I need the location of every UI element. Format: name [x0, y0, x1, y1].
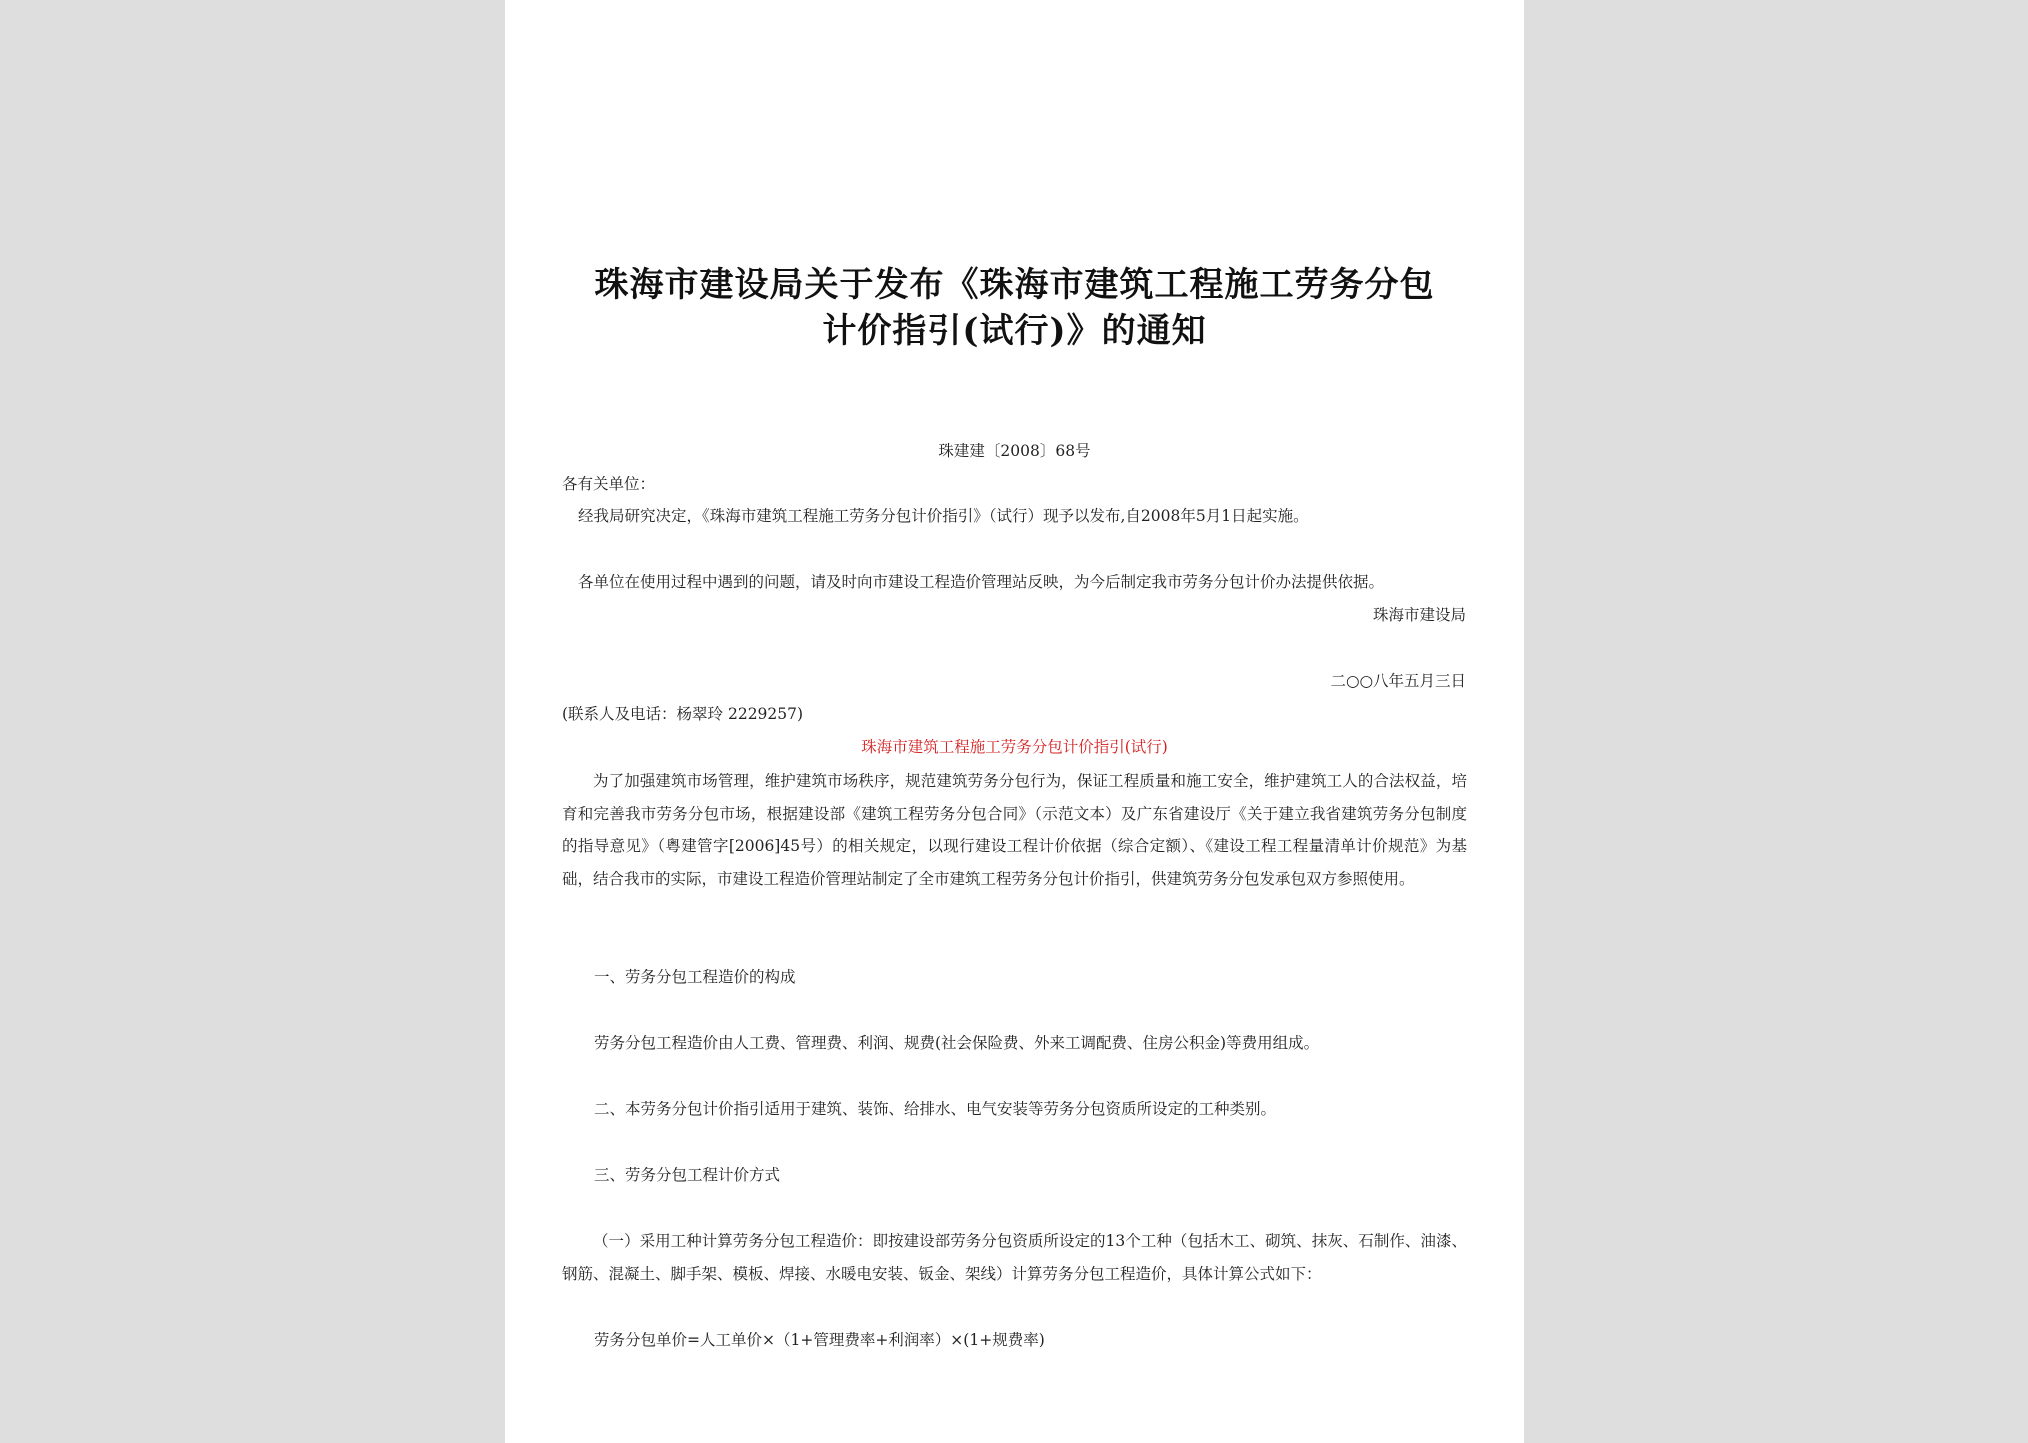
title-line-1: 珠海市建设局关于发布《珠海市建筑工程施工劳务分包: [594, 265, 1435, 305]
issuer-signature: 珠海市建设局: [1372, 606, 1466, 624]
title-line-2: 计价指引(试行)》的通知: [822, 311, 1207, 351]
section-1-text: 劳务分包工程造价由人工费、管理费、利润、规费(社会保险费、外来工调配费、住房公积金)等费用组成。: [594, 1034, 1320, 1052]
intro-paragraph: 为了加强建筑市场管理，维护建筑市场秩序，规范建筑劳务分包行为，保证工程质量和施工安全，维护建筑工人的合法权益，培育和完善我市劳务分包市场，根据建设部《建筑工程劳务分包合同》（示范文本）及广东省建设厅《关于建立我省建筑劳务分包制度的指导意见》（粤建管字[2006]45号）的相关规定，以现行建设工程计价依据（综合定额）、《建设工程工程量清单计价规范》为基础，结合我市的实际，市建设工程造价管理站制定了全市建筑工程劳务分包计价指引，供建筑劳务分包发承包双方参照使用。: [562, 772, 1467, 889]
feedback-paragraph: 各单位在使用过程中遇到的问题，请及时向市建设工程造价管理站反映，为今后制定我市劳务分包计价办法提供依据。: [578, 573, 1385, 591]
section-1-heading: 一、劳务分包工程造价的构成: [594, 968, 796, 986]
issue-date: 二○○八年五月三日: [1330, 672, 1466, 690]
document-page: [505, 0, 1524, 1443]
addressee: 各有关单位：: [562, 475, 656, 493]
document-title: [505, 262, 1524, 354]
section-2-text: 二、本劳务分包计价指引适用于建筑、装饰、给排水、电气安装等劳务分包资质所设定的工种类别。: [594, 1100, 1277, 1118]
guide-title: 珠海市建筑工程施工劳务分包计价指引(试行): [861, 738, 1168, 756]
pricing-formula: 劳务分包单价=人工单价×（1+管理费率+利润率）×(1+规费率): [594, 1331, 1045, 1349]
section-3-item-1: （一）采用工种计算劳务分包工程造价：即按建设部劳务分包资质所设定的13个工种（包括木工、砌筑、抹灰、石制作、油漆、钢筋、混凝土、脚手架、模板、焊接、水暖电安装、钣金、架线）计算劳务分包工程造价，具体计算公式如下：: [562, 1232, 1467, 1283]
section-3-heading: 三、劳务分包工程计价方式: [594, 1166, 781, 1184]
doc-number: 珠建建〔2008〕68号: [938, 442, 1091, 460]
contact-info: (联系人及电话：杨翠玲 2229257): [562, 705, 804, 723]
announcement-paragraph: 经我局研究决定，《珠海市建筑工程施工劳务分包计价指引》（试行）现予以发布,自2008年5月1日起实施。: [578, 507, 1309, 525]
